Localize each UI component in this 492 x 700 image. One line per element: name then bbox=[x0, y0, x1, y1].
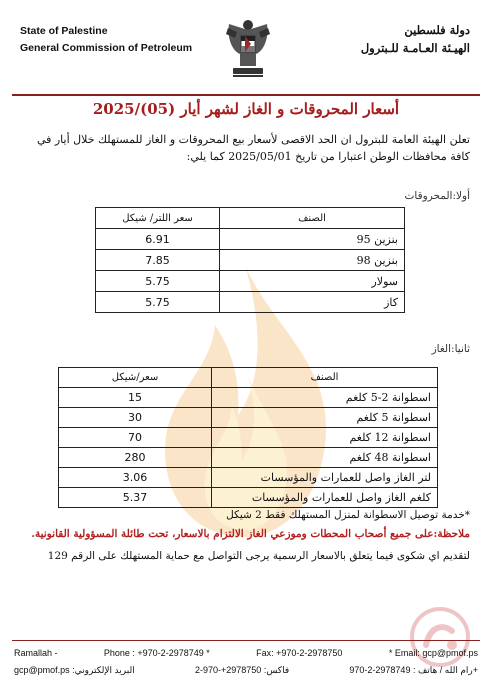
gas-price: 5.37 bbox=[59, 488, 212, 508]
table-row bbox=[59, 448, 438, 468]
complaints-note: لتقديم اي شكوى فيما يتعلق بالاسعار الرسمية يرجى التواصل مع حماية المستهلك على الرقم 129 bbox=[47, 550, 470, 562]
intro-text: تعلن الهيئة العامة للبترول ان الحد الاقصى لأسعار بيع المحروقات و الغاز للمستهلك خلال أيار في كافة محافظات الوطن اعتبارا من تاريخ 2025/05/01 كما يلي: bbox=[36, 133, 470, 163]
table-row bbox=[96, 292, 405, 313]
section-gas-title: ثانيا:الغاز bbox=[431, 343, 470, 355]
footer-en-fax: Fax: +970-2-2978750 bbox=[256, 648, 343, 658]
table-row bbox=[59, 468, 438, 488]
gas-price: 15 bbox=[59, 388, 212, 408]
footer-ar bbox=[14, 665, 478, 676]
fuel-price: 5.75 bbox=[96, 271, 220, 292]
gas-price-table bbox=[58, 367, 438, 508]
gas-item: لتر الغاز واصل للعمارات والمؤسسات bbox=[212, 468, 438, 488]
section-fuel-title: أولا:المحروقات bbox=[404, 190, 470, 202]
footer-en bbox=[14, 648, 478, 658]
page-title: أسعار المحروقات و الغاز لشهر أيار (05)/2025 bbox=[92, 100, 400, 118]
gas-price: 70 bbox=[59, 428, 212, 448]
footer-ar-email[interactable]: gcp@pmof.ps :البريد الإلكتروني bbox=[14, 665, 135, 675]
fuel-item: بنزين 95 bbox=[220, 229, 405, 250]
table-row bbox=[59, 488, 438, 508]
table-row bbox=[96, 271, 405, 292]
header-rule bbox=[12, 94, 480, 96]
news-logo-watermark bbox=[408, 605, 472, 669]
table-header-row bbox=[59, 368, 438, 388]
fuel-price: 5.75 bbox=[96, 292, 220, 313]
gas-item: اسطوانة 2-5 كلغم bbox=[212, 388, 438, 408]
gas-item: اسطوانة 12 كلغم bbox=[212, 428, 438, 448]
footer-rule bbox=[12, 640, 480, 641]
gas-price: 3.06 bbox=[59, 468, 212, 488]
header-ar-commission: الهيـئة العـامـة للـبترول bbox=[360, 41, 470, 55]
fuel-price-table bbox=[95, 207, 405, 313]
column-header-item: الصنف bbox=[212, 368, 438, 388]
footer-en-address: Ramallah - bbox=[14, 648, 58, 658]
table-row bbox=[59, 388, 438, 408]
fuel-price: 7.85 bbox=[96, 250, 220, 271]
header-en-commission: General Commission of Petroleum bbox=[20, 42, 193, 54]
column-header-price: سعر اللتر/ شيكل bbox=[96, 208, 220, 229]
header-en-state: State of Palestine bbox=[20, 25, 108, 37]
column-header-item: الصنف bbox=[220, 208, 405, 229]
header-ar-state: دولة فلسطين bbox=[404, 23, 470, 37]
gas-price: 30 bbox=[59, 408, 212, 428]
gas-item: كلغم الغاز واصل للعمارات والمؤسسات bbox=[212, 488, 438, 508]
table-header-row bbox=[96, 208, 405, 229]
fuel-price: 6.91 bbox=[96, 229, 220, 250]
fuel-item: بنزين 98 bbox=[220, 250, 405, 271]
gas-price: 280 bbox=[59, 448, 212, 468]
eagle-emblem-icon bbox=[223, 14, 273, 84]
table-row bbox=[96, 250, 405, 271]
footer-ar-fax: فاكس: 2978750+-970-2 bbox=[194, 665, 290, 675]
table-row bbox=[59, 408, 438, 428]
table-row bbox=[59, 428, 438, 448]
table-row bbox=[96, 229, 405, 250]
footer-en-phone: Phone : +970-2-2978749 * bbox=[103, 648, 210, 658]
column-header-price: سعر/شيكل bbox=[59, 368, 212, 388]
delivery-note: *خدمة توصيل الاسطوانة لمنزل المستهلك فقط 2 شيكل bbox=[226, 509, 470, 521]
footer-ar-phone: رام الله / هاتف : 2978749-2-970+ bbox=[349, 665, 478, 675]
gas-item: اسطوانة 5 كلغم bbox=[212, 408, 438, 428]
fuel-item: سولار bbox=[220, 271, 405, 292]
fuel-item: كاز bbox=[220, 292, 405, 313]
warning-note: ملاحظة:على جميع أصحاب المحطات وموزعي الغاز الالتزام بالاسعار، تحت طائلة المسؤولية القانونية. bbox=[31, 528, 470, 540]
gas-item: اسطوانة 48 كلغم bbox=[212, 448, 438, 468]
footer-en-email[interactable]: * Email: gcp@pmof.ps bbox=[388, 648, 478, 658]
